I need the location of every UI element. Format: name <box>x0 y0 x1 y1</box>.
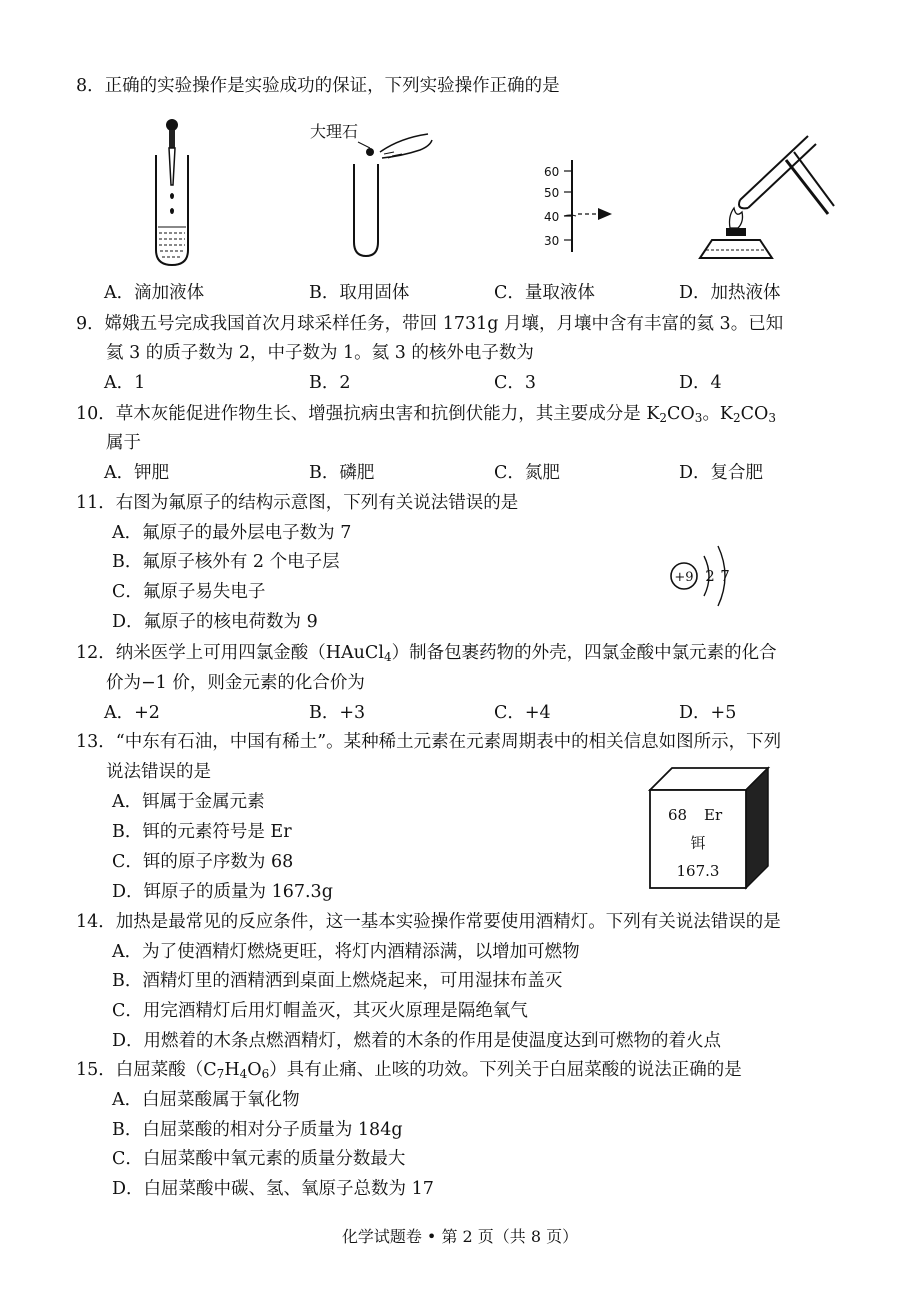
q10-sub-b: 3 <box>694 411 703 425</box>
q12-line2: 价为−1 价，则金元素的化合价为 <box>106 673 365 693</box>
q12-option-c: C．+4 <box>494 703 551 723</box>
q8-option-c: C．量取液体 <box>494 283 595 303</box>
fluorine-atom-diagram <box>666 540 746 612</box>
q11-option-b: B．氟原子核外有 2 个电子层 <box>112 552 340 572</box>
q14-option-c: C．用完酒精灯后用灯帽盖灭，其灭火原理是隔绝氧气 <box>112 1001 528 1021</box>
page-footer: 化学试题卷 • 第 2 页（共 8 页） <box>341 1227 579 1246</box>
q10-option-d: D．复合肥 <box>679 463 764 483</box>
dropper-figure <box>150 115 200 270</box>
q15-option-c: C．白屈菜酸中氧元素的质量分数最大 <box>112 1149 406 1169</box>
q12-option-a: A．+2 <box>104 703 160 723</box>
q10-co-a: CO <box>667 404 695 424</box>
q13-line1: 13．“中东有石油，中国有稀土”。某种稀土元素在元素周期表中的相关信息如图所示，下列 <box>76 732 782 752</box>
heating-figure <box>690 130 840 270</box>
q9-line2: 氦 3 的质子数为 2，中子数为 1。氦 3 的核外电子数为 <box>106 343 534 363</box>
q10-option-c: C．氮肥 <box>494 463 560 483</box>
q14-option-a: A．为了使酒精灯燃烧更旺，将灯内酒精添满，以增加可燃物 <box>112 942 580 962</box>
cylinder-tick-40: 40 <box>544 210 560 224</box>
cell-name: 铒 <box>690 834 706 852</box>
q9-option-b: B．2 <box>309 373 351 393</box>
shell2-electrons: 7 <box>720 567 730 585</box>
q15-stem-a: 15．白屈菜酸（C <box>76 1060 217 1080</box>
q10-line1-text: 10．草木灰能促进作物生长、增强抗病虫害和抗倒伏能力，其主要成分是 K <box>76 404 660 424</box>
cell-atomic-number: 68 <box>668 806 688 824</box>
q15-option-b: B．白屈菜酸的相对分子质量为 184g <box>112 1120 403 1140</box>
q10-line1 <box>76 402 776 426</box>
cylinder-tick-60: 60 <box>544 165 560 179</box>
q12-option-b: B．+3 <box>309 703 366 723</box>
q13-option-d: D．铒原子的质量为 167.3g <box>112 882 333 902</box>
q11-option-a: A．氟原子的最外层电子数为 7 <box>112 523 352 543</box>
q9-option-a: A．1 <box>104 373 146 393</box>
q8-stem: 8．正确的实验操作是实验成功的保证，下列实验操作正确的是 <box>76 76 560 96</box>
q13-option-b: B．铒的元素符号是 Er <box>112 822 292 842</box>
q14-stem: 14．加热是最常见的反应条件，这一基本实验操作常要使用酒精灯。下列有关说法错误的是 <box>76 912 781 932</box>
q8-option-d: D．加热液体 <box>679 283 781 303</box>
q10-sub-c: 2 <box>733 411 741 425</box>
q14-option-b: B．酒精灯里的酒精洒到桌面上燃烧起来，可用湿抹布盖灭 <box>112 971 563 991</box>
q10-line1-mid: 。K <box>702 404 734 424</box>
q10-option-b: B．磷肥 <box>309 463 375 483</box>
cylinder-figure <box>536 156 626 256</box>
marble-figure <box>340 120 440 260</box>
q14-option-d: D．用燃着的木条点燃酒精灯，燃着的木条的作用是使温度达到可燃物的着火点 <box>112 1031 722 1051</box>
q12-line1-a: 12．纳米医学上可用四氯金酸（HAuCl <box>76 643 384 663</box>
q12-sub: 4 <box>383 650 392 664</box>
q15-sub-h: 4 <box>239 1067 248 1081</box>
shell1-electrons: 2 <box>705 567 715 585</box>
cylinder-tick-30: 30 <box>544 234 560 248</box>
q11-option-c: C．氟原子易失电子 <box>112 582 266 602</box>
q9-line1: 9．嫦娥五号完成我国首次月球采样任务，带回 1731g 月壤，月壤中含有丰富的氦 3。已知 <box>76 314 784 334</box>
q9-option-d: D．4 <box>679 373 722 393</box>
q15-stem-h: H <box>224 1060 240 1080</box>
q11-option-d: D．氟原子的核电荷数为 9 <box>112 612 318 632</box>
q9-option-c: C．3 <box>494 373 537 393</box>
q11-stem: 11．右图为氟原子的结构示意图，下列有关说法错误的是 <box>76 493 519 513</box>
q15-stem <box>76 1058 742 1082</box>
cylinder-tick-50: 50 <box>544 186 560 200</box>
periodic-cell-figure <box>648 766 772 894</box>
q15-option-d: D．白屈菜酸中碳、氢、氧原子总数为 17 <box>112 1179 434 1199</box>
q8-option-b: B．取用固体 <box>309 283 410 303</box>
q15-stem-rest: ）具有止痛、止咳的功效。下列关于白屈菜酸的说法正确的是 <box>269 1060 742 1080</box>
q15-stem-o: O <box>247 1060 262 1080</box>
q10-option-a: A．钾肥 <box>104 463 170 483</box>
q10-line2: 属于 <box>106 433 141 453</box>
q15-option-a: A．白屈菜酸属于氧化物 <box>112 1090 300 1110</box>
q12-option-d: D．+5 <box>679 703 737 723</box>
q15-sub-c: 7 <box>216 1067 225 1081</box>
q8-option-a: A．滴加液体 <box>104 283 205 303</box>
q10-co-b: CO <box>740 404 769 424</box>
q12-line1-b: ）制备包裹药物的外壳，四氯金酸中氯元素的化合 <box>391 643 777 663</box>
cell-symbol: Er <box>704 806 723 824</box>
q12-line1 <box>76 641 777 665</box>
q13-line2: 说法错误的是 <box>106 762 211 782</box>
q13-option-c: C．铒的原子序数为 68 <box>112 852 294 872</box>
cell-mass: 167.3 <box>676 862 720 880</box>
marble-label: 大理石 <box>310 122 359 141</box>
nucleus-charge: +9 <box>674 570 694 585</box>
q10-sub-d: 3 <box>768 411 777 425</box>
q10-sub-a: 2 <box>659 411 668 425</box>
q15-sub-o: 6 <box>261 1067 270 1081</box>
q13-option-a: A．铒属于金属元素 <box>112 792 265 812</box>
